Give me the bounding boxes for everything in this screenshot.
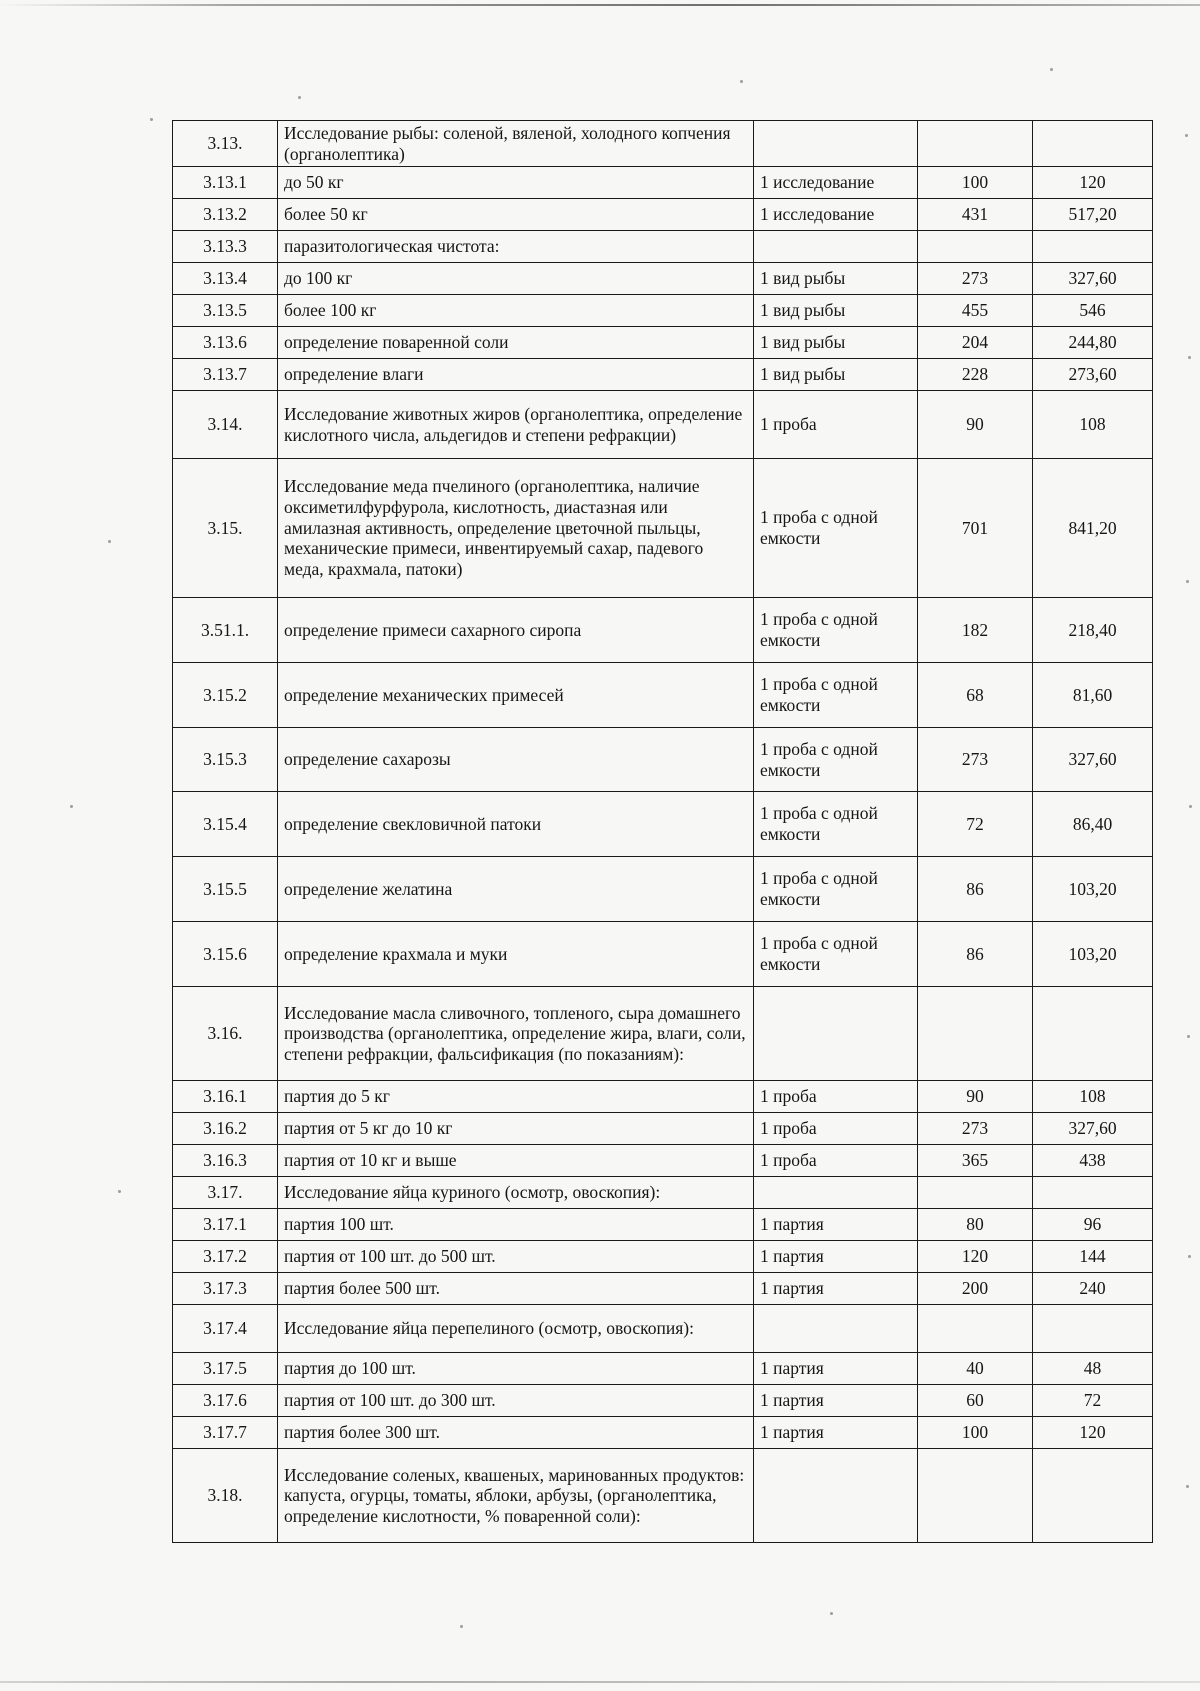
table-row bbox=[173, 792, 1153, 857]
row-unit bbox=[754, 1449, 918, 1543]
row-code: 3.17.5 bbox=[173, 1353, 278, 1385]
row-code: 3.18. bbox=[173, 1449, 278, 1543]
row-price-2: 103,20 bbox=[1033, 922, 1153, 987]
row-price-1 bbox=[918, 231, 1033, 263]
row-price-1: 701 bbox=[918, 459, 1033, 598]
scan-edge-top bbox=[0, 4, 1200, 6]
row-price-2: 244,80 bbox=[1033, 327, 1153, 359]
row-code: 3.17.3 bbox=[173, 1273, 278, 1305]
row-price-2: 120 bbox=[1033, 1417, 1153, 1449]
scan-speck bbox=[298, 96, 301, 99]
row-unit: 1 вид рыбы bbox=[754, 327, 918, 359]
table-row bbox=[173, 1177, 1153, 1209]
row-name: определение сахарозы bbox=[278, 728, 754, 792]
row-name: определение свекловичной патоки bbox=[278, 792, 754, 857]
row-price-2: 240 bbox=[1033, 1273, 1153, 1305]
row-price-1 bbox=[918, 987, 1033, 1081]
scan-speck bbox=[1185, 134, 1188, 137]
row-price-2: 108 bbox=[1033, 391, 1153, 459]
row-unit: 1 партия bbox=[754, 1241, 918, 1273]
row-code: 3.13.1 bbox=[173, 167, 278, 199]
row-price-1: 90 bbox=[918, 1081, 1033, 1113]
row-price-1: 200 bbox=[918, 1273, 1033, 1305]
scan-edge-bottom bbox=[0, 1681, 1200, 1683]
row-name: партия от 5 кг до 10 кг bbox=[278, 1113, 754, 1145]
row-price-2: 81,60 bbox=[1033, 663, 1153, 728]
table-row bbox=[173, 327, 1153, 359]
row-unit bbox=[754, 987, 918, 1081]
row-unit bbox=[754, 231, 918, 263]
row-price-2 bbox=[1033, 1177, 1153, 1209]
scan-speck bbox=[70, 805, 73, 808]
row-unit bbox=[754, 1177, 918, 1209]
scan-speck bbox=[1050, 68, 1053, 71]
row-price-1: 68 bbox=[918, 663, 1033, 728]
row-price-1: 100 bbox=[918, 1417, 1033, 1449]
row-price-2: 48 bbox=[1033, 1353, 1153, 1385]
table-row bbox=[173, 1273, 1153, 1305]
table-row bbox=[173, 231, 1153, 263]
row-unit: 1 проба bbox=[754, 1113, 918, 1145]
row-code: 3.17.4 bbox=[173, 1305, 278, 1353]
scan-speck bbox=[830, 1612, 833, 1615]
table-row bbox=[173, 987, 1153, 1081]
price-table-body bbox=[173, 121, 1153, 1543]
row-name: определение влаги bbox=[278, 359, 754, 391]
row-name: Исследование яйца перепелиного (осмотр, овоскопия): bbox=[278, 1305, 754, 1353]
row-code: 3.13.2 bbox=[173, 199, 278, 231]
table-row bbox=[173, 1209, 1153, 1241]
row-name: более 50 кг bbox=[278, 199, 754, 231]
table-row bbox=[173, 1385, 1153, 1417]
row-code: 3.16.1 bbox=[173, 1081, 278, 1113]
row-code: 3.14. bbox=[173, 391, 278, 459]
row-price-1: 273 bbox=[918, 263, 1033, 295]
row-unit: 1 проба с одной емкости bbox=[754, 792, 918, 857]
row-code: 3.17.7 bbox=[173, 1417, 278, 1449]
row-code: 3.13.7 bbox=[173, 359, 278, 391]
row-price-2 bbox=[1033, 121, 1153, 167]
table-row bbox=[173, 391, 1153, 459]
row-price-2: 327,60 bbox=[1033, 728, 1153, 792]
row-price-2: 841,20 bbox=[1033, 459, 1153, 598]
row-price-1 bbox=[918, 1305, 1033, 1353]
row-unit: 1 проба с одной емкости bbox=[754, 857, 918, 922]
table-row bbox=[173, 167, 1153, 199]
row-code: 3.16.3 bbox=[173, 1145, 278, 1177]
row-name: определение поваренной соли bbox=[278, 327, 754, 359]
row-unit: 1 проба с одной емкости bbox=[754, 728, 918, 792]
row-unit: 1 вид рыбы bbox=[754, 295, 918, 327]
row-code: 3.51.1. bbox=[173, 598, 278, 663]
row-name: до 100 кг bbox=[278, 263, 754, 295]
row-name: партия 100 шт. bbox=[278, 1209, 754, 1241]
scan-speck bbox=[1189, 805, 1192, 808]
table-row bbox=[173, 598, 1153, 663]
table-row bbox=[173, 1353, 1153, 1385]
row-price-1: 72 bbox=[918, 792, 1033, 857]
table-row bbox=[173, 1305, 1153, 1353]
table-row bbox=[173, 263, 1153, 295]
row-price-2: 120 bbox=[1033, 167, 1153, 199]
row-unit: 1 проба с одной емкости bbox=[754, 663, 918, 728]
row-code: 3.13.4 bbox=[173, 263, 278, 295]
table-row bbox=[173, 857, 1153, 922]
row-price-1: 182 bbox=[918, 598, 1033, 663]
row-price-2: 327,60 bbox=[1033, 1113, 1153, 1145]
table-row bbox=[173, 459, 1153, 598]
row-name: определение механических примесей bbox=[278, 663, 754, 728]
row-code: 3.16.2 bbox=[173, 1113, 278, 1145]
row-price-1 bbox=[918, 1449, 1033, 1543]
table-row bbox=[173, 1241, 1153, 1273]
row-price-1: 431 bbox=[918, 199, 1033, 231]
row-unit: 1 партия bbox=[754, 1353, 918, 1385]
row-price-1: 455 bbox=[918, 295, 1033, 327]
table-row bbox=[173, 295, 1153, 327]
row-name: партия более 300 шт. bbox=[278, 1417, 754, 1449]
row-code: 3.17.6 bbox=[173, 1385, 278, 1417]
row-price-1: 86 bbox=[918, 922, 1033, 987]
row-unit: 1 исследование bbox=[754, 167, 918, 199]
row-code: 3.15.2 bbox=[173, 663, 278, 728]
row-name: паразитологическая чистота: bbox=[278, 231, 754, 263]
row-unit: 1 проба bbox=[754, 1145, 918, 1177]
table-row bbox=[173, 663, 1153, 728]
table-row bbox=[173, 1145, 1153, 1177]
scan-speck bbox=[1188, 356, 1191, 359]
row-unit: 1 партия bbox=[754, 1385, 918, 1417]
row-code: 3.15.3 bbox=[173, 728, 278, 792]
price-table bbox=[172, 120, 1153, 1543]
row-unit: 1 проба с одной емкости bbox=[754, 598, 918, 663]
row-code: 3.17. bbox=[173, 1177, 278, 1209]
table-row bbox=[173, 359, 1153, 391]
row-code: 3.15. bbox=[173, 459, 278, 598]
row-unit: 1 исследование bbox=[754, 199, 918, 231]
row-price-2: 72 bbox=[1033, 1385, 1153, 1417]
row-name: более 100 кг bbox=[278, 295, 754, 327]
row-name: Исследование животных жиров (органолептика, определение кислотного числа, альдегидов и степени рефракции) bbox=[278, 391, 754, 459]
row-unit bbox=[754, 121, 918, 167]
row-name: партия от 100 шт. до 300 шт. bbox=[278, 1385, 754, 1417]
scan-speck bbox=[1188, 1255, 1191, 1258]
row-unit: 1 проба bbox=[754, 1081, 918, 1113]
row-name: партия более 500 шт. bbox=[278, 1273, 754, 1305]
scan-speck bbox=[1186, 580, 1189, 583]
row-price-1: 100 bbox=[918, 167, 1033, 199]
row-unit: 1 партия bbox=[754, 1417, 918, 1449]
row-name: партия до 100 шт. bbox=[278, 1353, 754, 1385]
row-price-1: 204 bbox=[918, 327, 1033, 359]
row-price-2: 218,40 bbox=[1033, 598, 1153, 663]
table-row bbox=[173, 1417, 1153, 1449]
row-price-1: 40 bbox=[918, 1353, 1033, 1385]
scan-speck bbox=[1186, 1485, 1189, 1488]
row-unit: 1 проба bbox=[754, 391, 918, 459]
row-code: 3.16. bbox=[173, 987, 278, 1081]
table-row bbox=[173, 728, 1153, 792]
row-unit: 1 партия bbox=[754, 1209, 918, 1241]
row-unit: 1 вид рыбы bbox=[754, 359, 918, 391]
row-code: 3.13. bbox=[173, 121, 278, 167]
scan-speck bbox=[108, 540, 111, 543]
row-price-1 bbox=[918, 121, 1033, 167]
row-price-2: 144 bbox=[1033, 1241, 1153, 1273]
row-code: 3.15.4 bbox=[173, 792, 278, 857]
row-code: 3.17.2 bbox=[173, 1241, 278, 1273]
row-price-1: 228 bbox=[918, 359, 1033, 391]
row-unit: 1 вид рыбы bbox=[754, 263, 918, 295]
row-price-1: 60 bbox=[918, 1385, 1033, 1417]
row-name: Исследование рыбы: соленой, вяленой, холодного копчения (органолептика) bbox=[278, 121, 754, 167]
row-name: до 50 кг bbox=[278, 167, 754, 199]
row-name: определение примеси сахарного сиропа bbox=[278, 598, 754, 663]
row-code: 3.13.6 bbox=[173, 327, 278, 359]
scan-speck bbox=[118, 1190, 121, 1193]
row-name: партия до 5 кг bbox=[278, 1081, 754, 1113]
table-row bbox=[173, 1081, 1153, 1113]
row-price-1: 273 bbox=[918, 728, 1033, 792]
row-unit: 1 проба с одной емкости bbox=[754, 459, 918, 598]
row-name: Исследование меда пчелиного (органолептика, наличие оксиметилфурфурола, кислотность, диастазная или амилазная активность, определение цветочной пыльцы, механические примеси, инвентируемый сахар, падевого меда, крахмала, патоки) bbox=[278, 459, 754, 598]
row-price-2: 438 bbox=[1033, 1145, 1153, 1177]
row-price-1: 120 bbox=[918, 1241, 1033, 1273]
scan-speck bbox=[460, 1625, 463, 1628]
row-code: 3.15.6 bbox=[173, 922, 278, 987]
row-price-1: 90 bbox=[918, 391, 1033, 459]
row-name: Исследование масла сливочного, топленого, сыра домашнего производства (органолептика, определение жира, влаги, соли, степени рефракции, фальсификация (по показаниям): bbox=[278, 987, 754, 1081]
row-unit bbox=[754, 1305, 918, 1353]
row-code: 3.17.1 bbox=[173, 1209, 278, 1241]
row-unit: 1 партия bbox=[754, 1273, 918, 1305]
row-price-2: 86,40 bbox=[1033, 792, 1153, 857]
row-price-2 bbox=[1033, 1305, 1153, 1353]
row-name: Исследование соленых, квашеных, маринованных продуктов: капуста, огурцы, томаты, яблоки, арбузы, (органолептика, определение кислотности, % поваренной соли): bbox=[278, 1449, 754, 1543]
row-name: определение крахмала и муки bbox=[278, 922, 754, 987]
row-price-1: 273 bbox=[918, 1113, 1033, 1145]
table-row bbox=[173, 121, 1153, 167]
row-price-1: 80 bbox=[918, 1209, 1033, 1241]
scan-speck bbox=[1187, 1035, 1190, 1038]
row-price-2: 96 bbox=[1033, 1209, 1153, 1241]
row-name: партия от 10 кг и выше bbox=[278, 1145, 754, 1177]
row-price-2: 108 bbox=[1033, 1081, 1153, 1113]
row-price-2: 103,20 bbox=[1033, 857, 1153, 922]
table-row bbox=[173, 1449, 1153, 1543]
row-price-2: 517,20 bbox=[1033, 199, 1153, 231]
row-name: партия от 100 шт. до 500 шт. bbox=[278, 1241, 754, 1273]
table-row bbox=[173, 1113, 1153, 1145]
row-name: Исследование яйца куриного (осмотр, овоскопия): bbox=[278, 1177, 754, 1209]
row-price-2 bbox=[1033, 231, 1153, 263]
row-code: 3.15.5 bbox=[173, 857, 278, 922]
row-code: 3.13.5 bbox=[173, 295, 278, 327]
table-row bbox=[173, 922, 1153, 987]
row-unit: 1 проба с одной емкости bbox=[754, 922, 918, 987]
table-row bbox=[173, 199, 1153, 231]
row-price-2 bbox=[1033, 1449, 1153, 1543]
row-name: определение желатина bbox=[278, 857, 754, 922]
row-price-1: 86 bbox=[918, 857, 1033, 922]
row-price-1: 365 bbox=[918, 1145, 1033, 1177]
row-price-2: 273,60 bbox=[1033, 359, 1153, 391]
scan-speck bbox=[150, 118, 153, 121]
row-price-2: 546 bbox=[1033, 295, 1153, 327]
row-code: 3.13.3 bbox=[173, 231, 278, 263]
row-price-2: 327,60 bbox=[1033, 263, 1153, 295]
scan-speck bbox=[740, 80, 743, 83]
row-price-1 bbox=[918, 1177, 1033, 1209]
row-price-2 bbox=[1033, 987, 1153, 1081]
